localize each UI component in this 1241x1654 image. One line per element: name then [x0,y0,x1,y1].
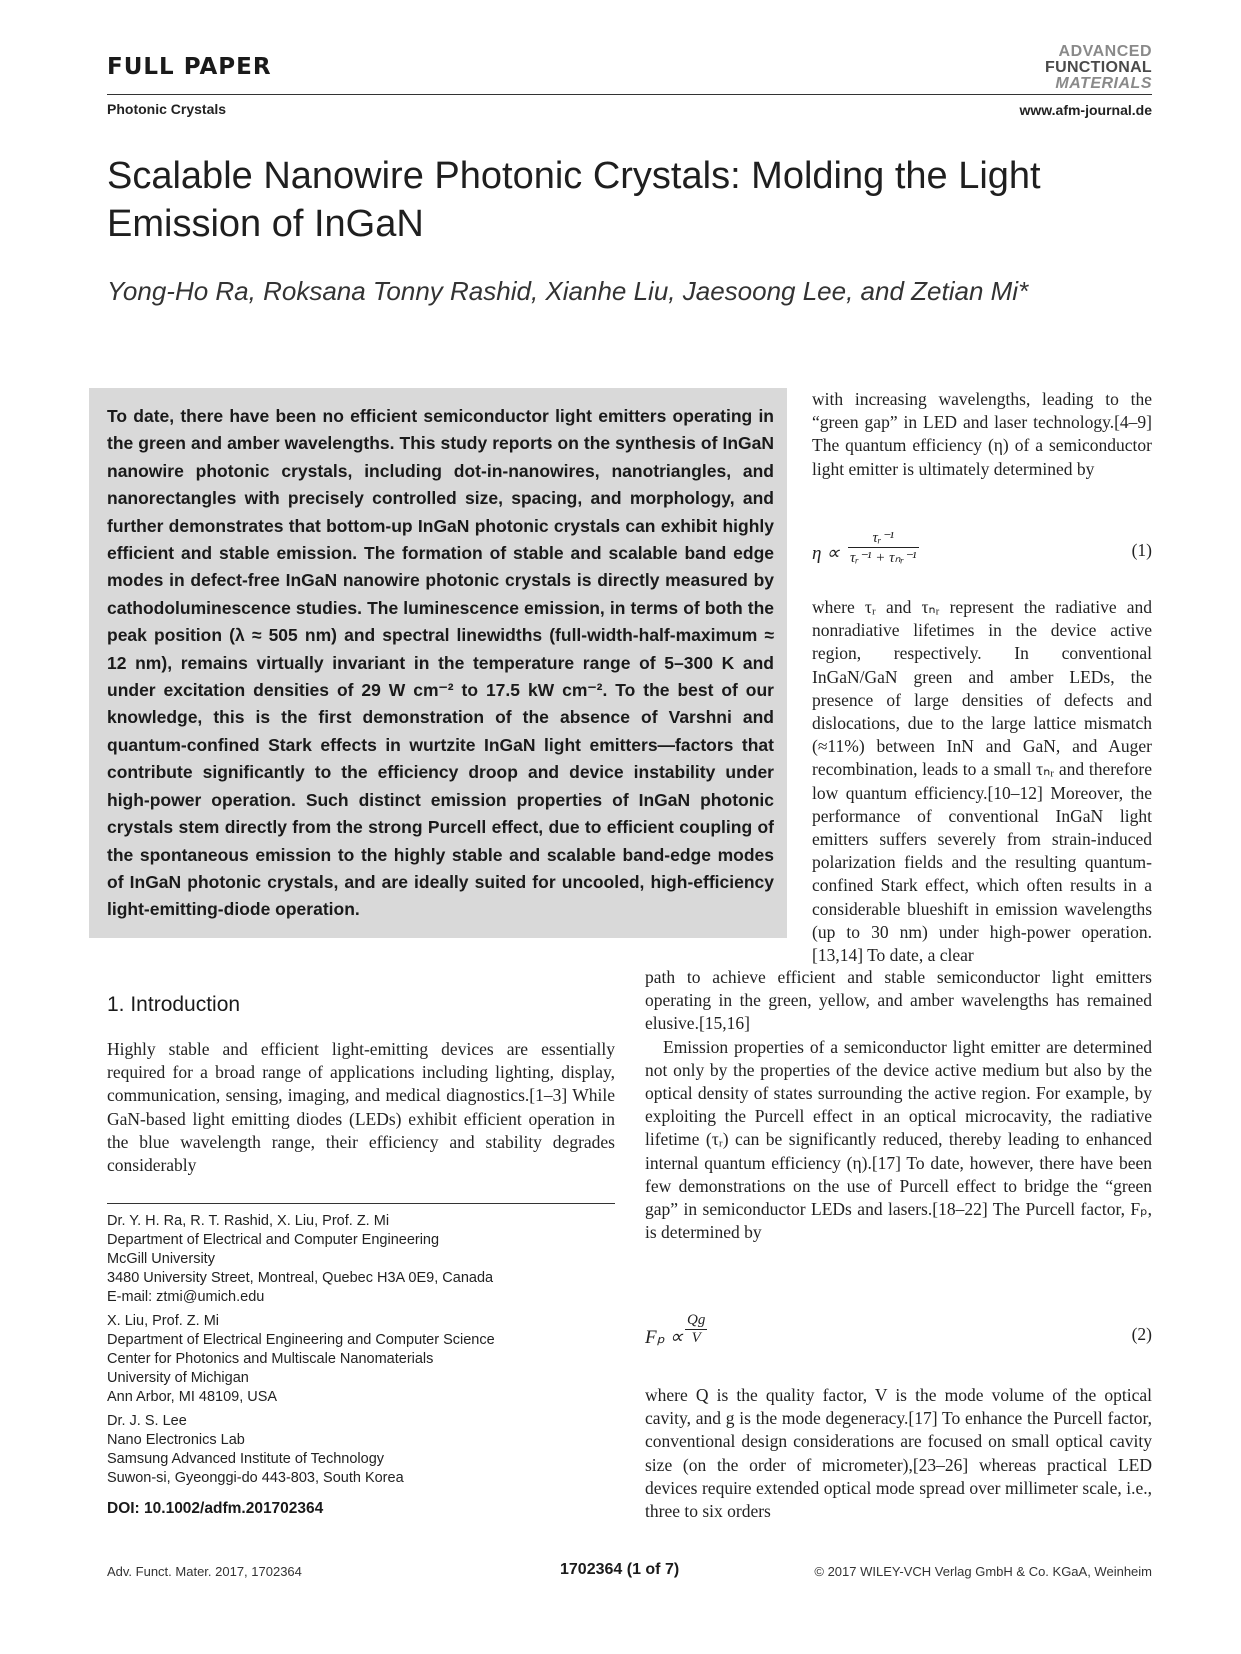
running-header-label: FULL PAPER [107,54,272,80]
abstract: To date, there have been no efficient semiconductor light emitters operating in the green and amber wavelengths. This study reports on the synthesis of InGaN nanowire photonic crystals, including dot-in-nanowires, nanotriangles, and nanorectangles with precisely controlled size, spacing, and morphology, and further demonstrates that bottom-up InGaN photonic crystals can exhibit highly efficient and stable emission. The formation of stable and scalable band edge modes in defect-free InGaN nanowire photonic crystals is directly measured by cathodoluminescence studies. The luminescence emission, in terms of both the peak position (λ ≈ 505 nm) and spectral linewidths (full-width-half-maximum ≈ 12 nm), remains virtually invariant in the temperature range of 5–300 K and under excitation densities of 29 W cm⁻² to 17.5 kW cm⁻². To the best of our knowledge, this is the first demonstration of the absence of Varshni and quantum-confined Stark effects in wurtzite InGaN light emitters—factors that contribute significantly to the efficiency droop and device instability under high-power operation. Such distinct emission properties of InGaN photonic crystals stem directly from the strong Purcell effect, due to efficient coupling of the spontaneous emission to the highly stable and scalable band-edge modes of InGaN photonic crystals, and are ideally suited for uncooled, high-efficiency light-emitting-diode operation. [107,406,774,920]
paragraph-text: where τᵣ and τₙᵣ represent the radiative and nonradiative lifetimes in the device active region, respectively. In conventional InGaN/GaN green and amber LEDs, the presence of large densities of defects and dislocations, due to the large lattice mismatch (≈11%) between InN and GaN, and Auger recombination, leads to a small τₙᵣ and therefore low quantum efficiency.[10–12] Moreover, the performance of conventional InGaN light emitters suffers severely from strain-induced polarization fields and the resulting quantum-confined Stark effect, which often results in a considerable blueshift in emission wavelengths (up to 30 nm) under high-power operation.[13,14] To date, a clear [812,597,1152,966]
affiliation-block-2 [107,1312,615,1407]
article-title: Scalable Nanowire Photonic Crystals: Molding the Light Emission of InGaN [107,155,1041,245]
affiliation-line: Department of Electrical and Computer Engineering [107,1232,440,1248]
equation-lhs: Fₚ ∝ [645,1327,684,1348]
intro-paragraph [107,1038,615,1177]
affiliation-line: 3480 University Street, Montreal, Quebec H3A 0E9, Canada [107,1270,494,1286]
journal-logo-line-3: MATERIALS [1055,75,1152,92]
paragraph-text: with increasing wavelengths, leading to the “green gap” in LED and laser technology.[4–9] The quantum efficiency (η) of a semiconductor light emitter is ultimately determined by [812,389,1152,479]
footer-copyright: © 2017 WILEY-VCH Verlag GmbH & Co. KGaA, Weinheim [814,1564,1152,1579]
paragraph-text: where Q is the quality factor, V is the mode volume of the optical cavity, and g is the mode degeneracy.[17] To enhance the Purcell factor, conventional design considerations are focused on small optical cavity size (on the order of micrometer),[23–26] whereas practical LED devices require extended optical mode spread over millimeter scale, i.e., three to six orders [645,1385,1152,1522]
fraction-numerator: Qg [687,1312,706,1328]
equation-2 [645,1312,1152,1362]
fraction-numerator: τᵣ⁻¹ [848,528,919,548]
footer-citation: Adv. Funct. Mater. 2017, 1702364 [107,1564,302,1579]
affiliation-line: University of Michigan [107,1370,249,1386]
affiliation-line: Dr. Y. H. Ra, R. T. Rashid, X. Liu, Prof. Z. Mi [107,1213,390,1229]
journal-logo-line-1: ADVANCED [1058,43,1152,60]
section-label: Photonic Crystals [107,101,227,117]
fraction-denominator: V [691,1330,701,1346]
affiliation-block-3 [107,1412,615,1488]
email-link[interactable]: E-mail: ztmi@umich.edu [107,1289,265,1305]
section-heading: 1. Introduction [107,993,241,1016]
affiliation-line: Center for Photonics and Multiscale Nanomaterials [107,1351,434,1367]
affiliation-line: Suwon-si, Gyeonggi-do 443-803, South Korea [107,1470,404,1486]
equation-fraction [685,1312,707,1347]
equation-number: (2) [1131,1324,1152,1344]
fraction-denominator: τᵣ⁻¹ + τₙᵣ⁻¹ [850,550,917,566]
header-divider [107,94,1152,95]
journal-logo [1045,44,1152,92]
body-paragraph [812,388,1152,481]
footer-page-number: 1702364 (1 of 7) [560,1561,680,1578]
journal-url[interactable]: www.afm-journal.de [1019,102,1152,118]
affiliation-line: Department of Electrical Engineering and Computer Science [107,1332,495,1348]
body-text-column [645,966,1152,1244]
equation-fraction [848,528,919,567]
paragraph-text: path to achieve efficient and stable semiconductor light emitters operating in the green, yellow, and amber wavelengths has remained elusive.[15,16] [645,967,1152,1034]
journal-logo-line-2: FUNCTIONAL [1045,59,1152,76]
affiliation-line: Dr. J. S. Lee [107,1413,187,1429]
body-paragraph [812,596,1152,967]
paragraph-text: Emission properties of a semiconductor light emitter are determined not only by the properties of the device active medium but also by the optical density of states surrounding the active region. For example, by exploiting the Purcell effect in an optical microcavity, the radiative lifetime (τᵣ) can be significantly reduced, thereby leading to enhanced internal quantum efficiency (η).[17] To date, however, there have been few demonstrations on the use of Purcell effect to bridge the “green gap” in semiconductor LEDs and lasers.[18–22] The Purcell factor, Fₚ, is determined by [645,1036,1152,1243]
doi-link[interactable]: DOI: 10.1002/adfm.201702364 [107,1500,324,1517]
affiliation-line: Ann Arbor, MI 48109, USA [107,1389,278,1405]
author-list: Yong-Ho Ra, Roksana Tonny Rashid, Xianhe Liu, Jaesoong Lee, and Zetian Mi* [107,276,1029,306]
affiliation-line: X. Liu, Prof. Z. Mi [107,1313,219,1329]
body-paragraph [645,1384,1152,1523]
equation-1 [812,528,1152,578]
paragraph-text: Highly stable and efficient light-emitting devices are essentially required for a broad range of applications including lighting, display, communication, sensing, imaging, and medical diagnostics.[1–3] While GaN-based light emitting diodes (LEDs) exhibit efficient operation in the blue wavelength range, their efficiency and stability degrades considerably [107,1039,615,1176]
equation-number: (1) [1131,540,1152,560]
affiliation-divider [107,1203,615,1204]
affiliation-block-1 [107,1212,615,1307]
affiliation-line: McGill University [107,1251,215,1267]
equation-lhs: η ∝ [812,543,840,564]
affiliation-line: Samsung Advanced Institute of Technology [107,1451,385,1467]
affiliation-line: Nano Electronics Lab [107,1432,245,1448]
